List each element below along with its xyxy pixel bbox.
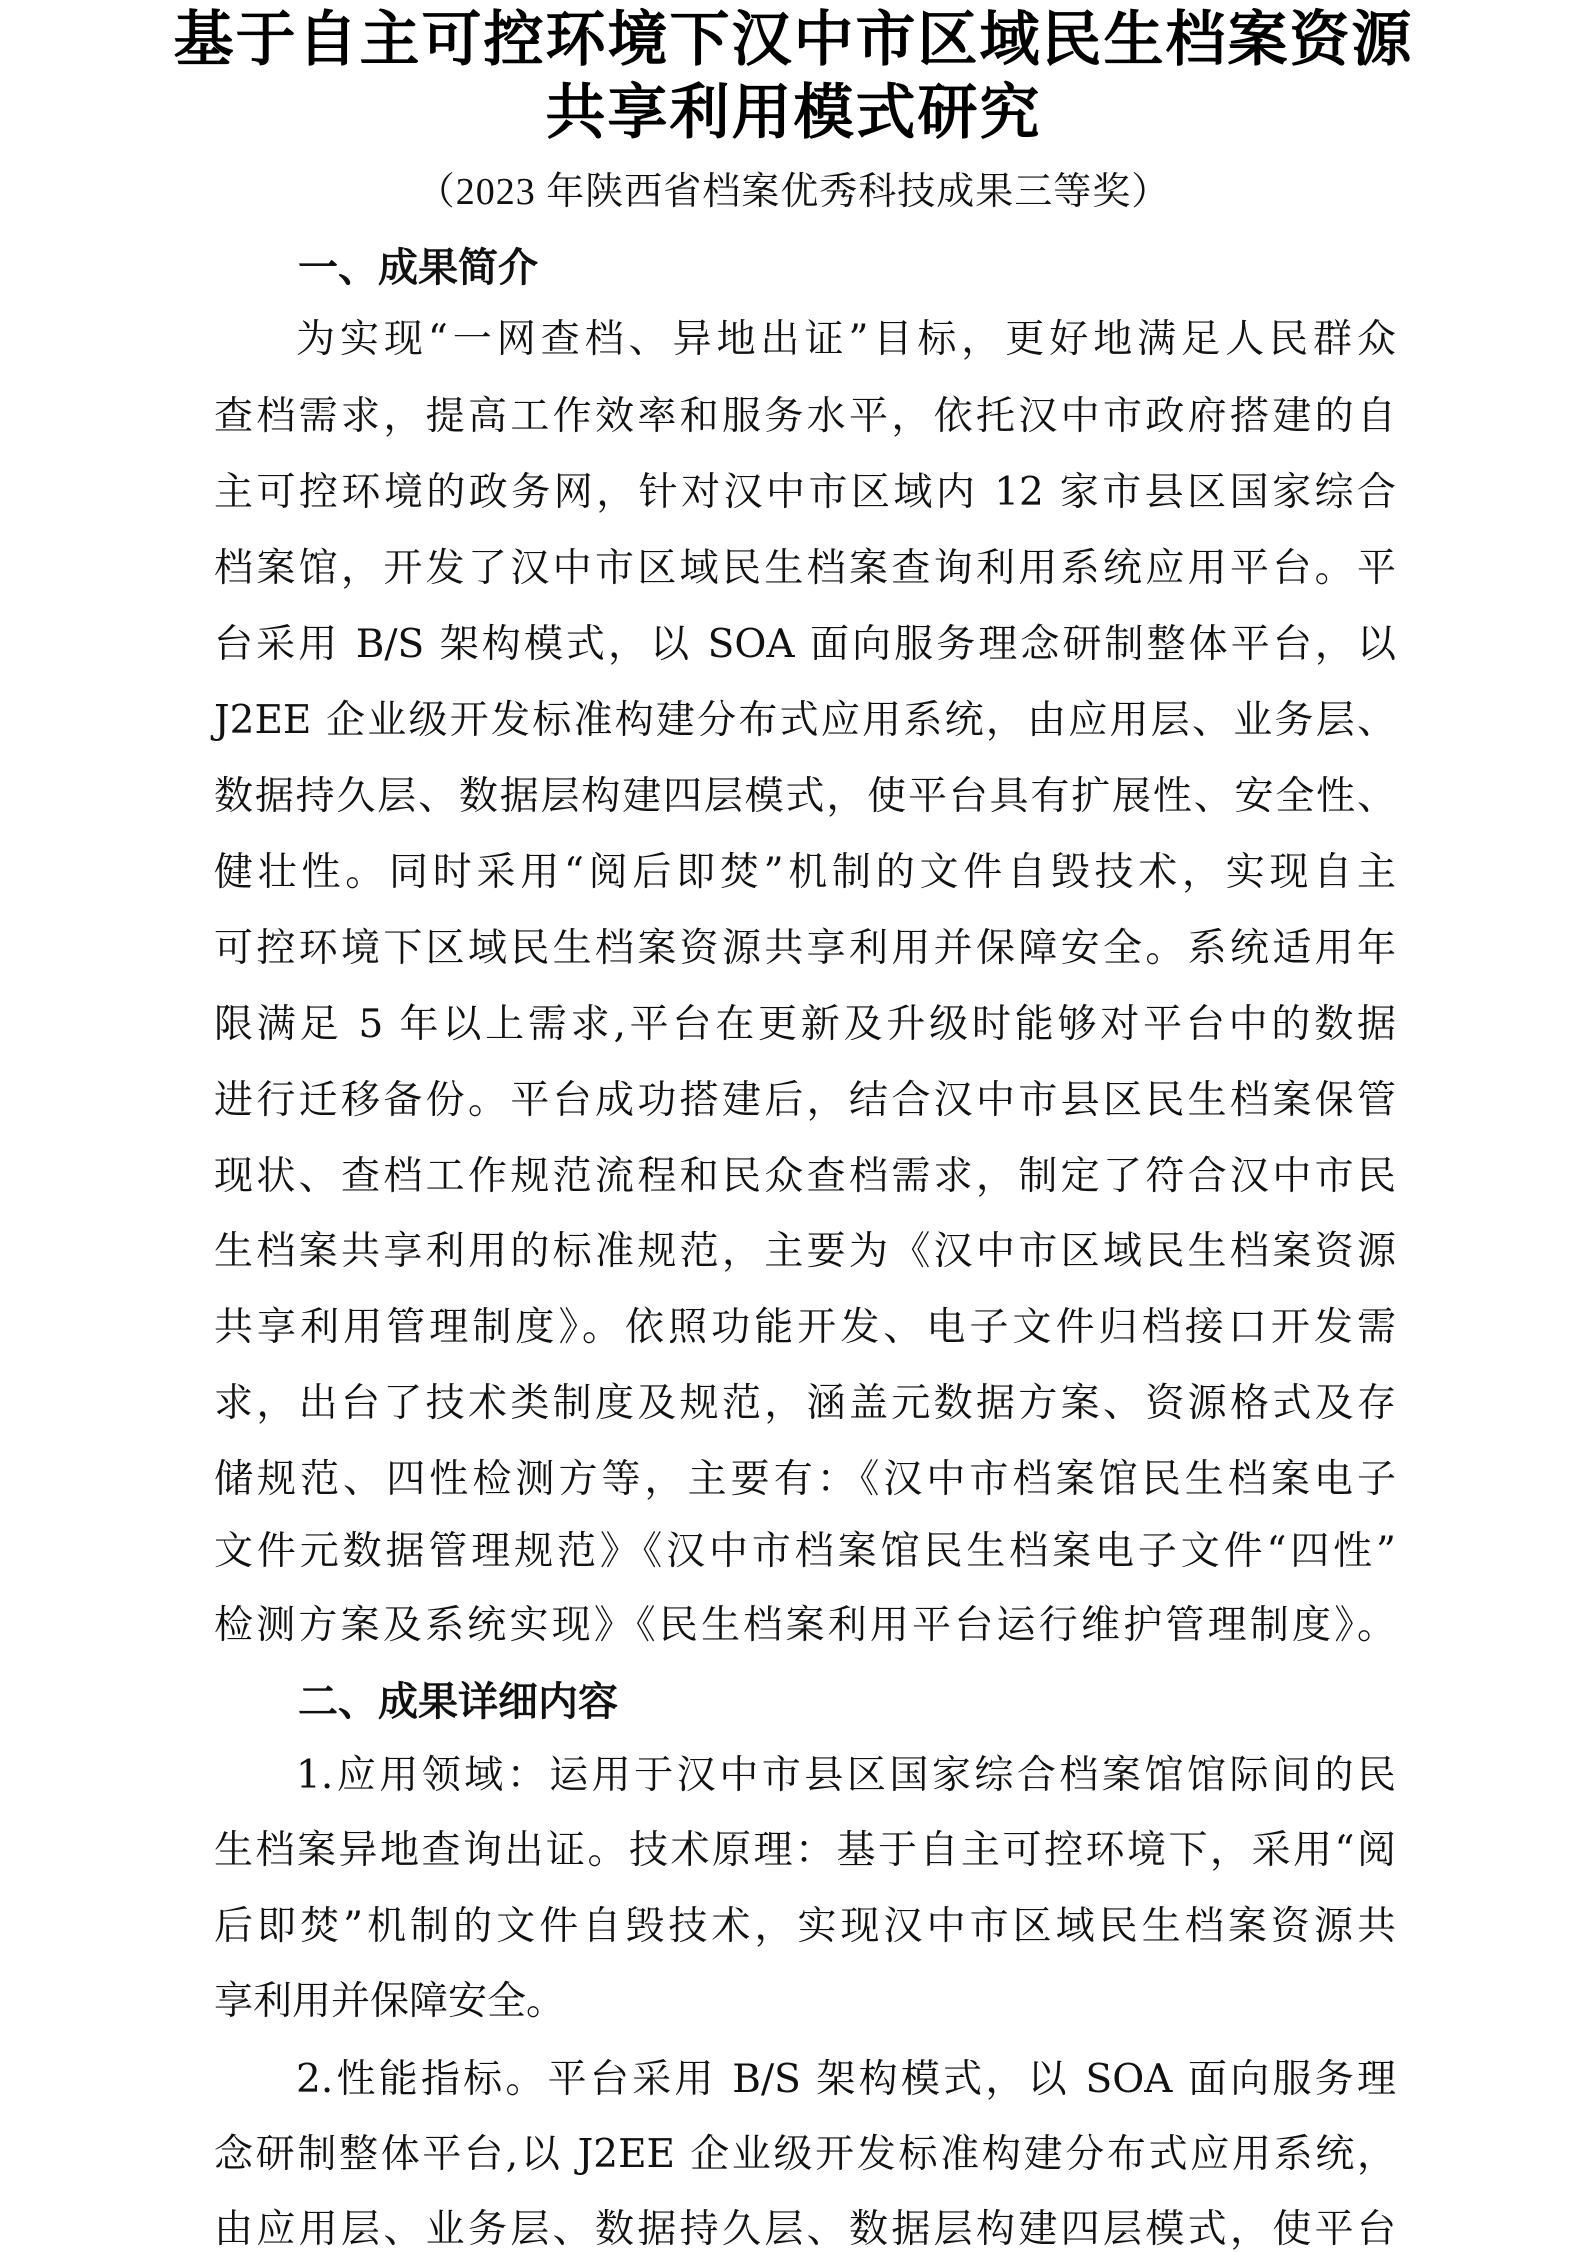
paragraph-line: 求，出台了技术类制度及规范，涵盖元数据方案、资源格式及存 [214,1381,1396,1426]
section-heading-summary: 一、成果简介 [298,245,538,291]
paragraph-line: 生档案共享利用的标准规范，主要为《汉中市区域民生档案资源 [214,1229,1396,1274]
paragraph-line: 主可控环境的政务网，针对汉中市区域内 12 家市县区国家综合 [214,470,1396,515]
paragraph-line: 2.性能指标。平台采用 B/S 架构模式，以 SOA 面向服务理 [296,2057,1396,2102]
paragraph-line: 共享利用管理制度》。依照功能开发、电子文件归档接口开发需 [214,1305,1396,1350]
paragraph-line: 为实现“一网查档、异地出证”目标，更好地满足人民群众 [296,317,1396,362]
paragraph-line: 可控环境下区域民生档案资源共享利用并保障安全。系统适用年 [214,926,1396,971]
paragraph-line: 由应用层、业务层、数据持久层、数据层构建四层模式，使平台 [214,2207,1396,2252]
document-title-line-2: 共享利用模式研究 [545,78,1042,148]
paragraph-line: 享利用并保障安全。 [214,1979,566,2024]
paragraph-line: 后即焚”机制的文件自毁技术，实现汉中市区域民生档案资源共 [214,1904,1396,1949]
paragraph-line: 检测方案及系统实现》《民生档案利用平台运行维护管理制度》。 [214,1603,1396,1648]
paragraph-line: J2EE 企业级开发标准构建分布式应用系统，由应用层、业务层、 [214,698,1396,743]
paragraph-line: 文件元数据管理规范》《汉中市档案馆民生档案电子文件“四性” [214,1529,1396,1574]
award-subtitle: （2023 年陕西省档案优秀科技成果三等奖） [416,171,1171,213]
paragraph-line: 念研制整体平台,以 J2EE 企业级开发标准构建分布式应用系统， [214,2132,1396,2177]
paragraph-line: 1.应用领域：运用于汉中市县区国家综合档案馆馆际间的民 [296,1753,1396,1798]
paragraph-line: 台采用 B/S 架构模式，以 SOA 面向服务理念研制整体平台，以 [214,622,1396,667]
document-title-line-1: 基于自主可控环境下汉中市区域民生档案资源 [173,5,1414,75]
section-heading-details: 二、成果详细内容 [298,1679,618,1725]
paragraph-line: 限满足 5 年以上需求,平台在更新及升级时能够对平台中的数据 [214,1002,1396,1047]
paragraph-line: 档案馆，开发了汉中市区域民生档案查询利用系统应用平台。平 [214,546,1396,591]
paragraph-line: 储规范、四性检测方等，主要有：《汉中市档案馆民生档案电子 [214,1457,1396,1502]
paragraph-line: 现状、查档工作规范流程和民众查档需求，制定了符合汉中市民 [214,1154,1396,1199]
paragraph-line: 查档需求，提高工作效率和服务水平，依托汉中市政府搭建的自 [214,394,1396,439]
paragraph-line: 健壮性。同时采用“阅后即焚”机制的文件自毁技术，实现自主 [214,850,1396,895]
paragraph-line: 数据持久层、数据层构建四层模式，使平台具有扩展性、安全性、 [214,774,1396,819]
paragraph-line: 进行迁移备份。平台成功搭建后，结合汉中市县区民生档案保管 [214,1078,1396,1123]
paragraph-line: 生档案异地查询出证。技术原理：基于自主可控环境下，采用“阅 [214,1828,1396,1873]
